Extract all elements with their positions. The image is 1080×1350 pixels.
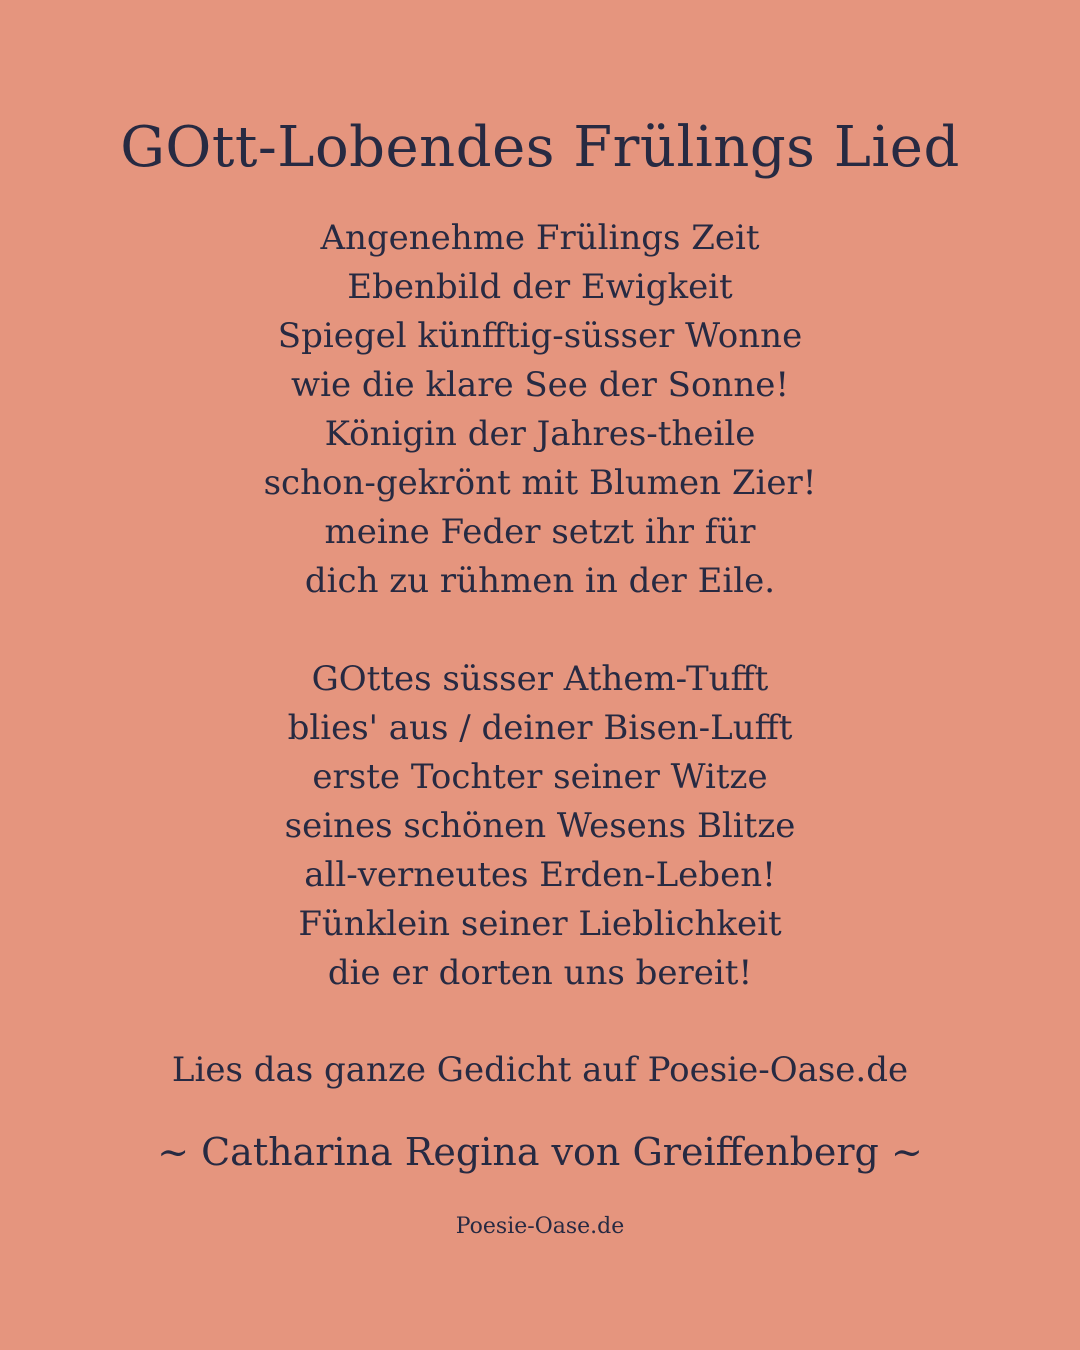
verse-line: dich zu rühmen in der Eile. [304,561,776,601]
verse-line: die er dorten uns bereit! [327,953,753,993]
verse-line: Fünklein seiner Lieblichkeit [298,904,782,944]
site-watermark: Poesie-Oase.de [455,1214,625,1239]
verse-line: all-verneutes Erden-Leben! [304,855,776,895]
verse-line: Ebenbild der Ewigkeit [347,267,733,307]
verse-line: GOttes süsser Athem-Tufft [311,659,769,699]
read-full-poem-text: Lies das ganze Gedicht auf Poesie-Oase.de [171,1050,909,1090]
verse-line: erste Tochter seiner Witze [312,757,768,797]
verse-line: seines schönen Wesens Blitze [284,806,796,846]
verse-line: Königin der Jahres-theile [324,414,756,454]
author-credit: ~ Catharina Regina von Greiffenberg ~ [157,1130,923,1174]
verse-line: Angenehme Frülings Zeit [320,218,760,258]
verse-line: Spiegel künfftig-süsser Wonne [277,316,803,356]
poem-title: GOtt-Lobendes Frülings Lied [120,115,960,180]
stanza-1 [0,214,1080,606]
verse-line: meine Feder setzt ihr für [324,512,756,552]
stanza-2 [0,655,1080,998]
verse-line: schon-gekrönt mit Blumen Zier! [263,463,817,503]
verse-line: wie die klare See der Sonne! [290,365,790,405]
verse-line: blies' aus / deiner Bisen-Lufft [287,708,793,748]
